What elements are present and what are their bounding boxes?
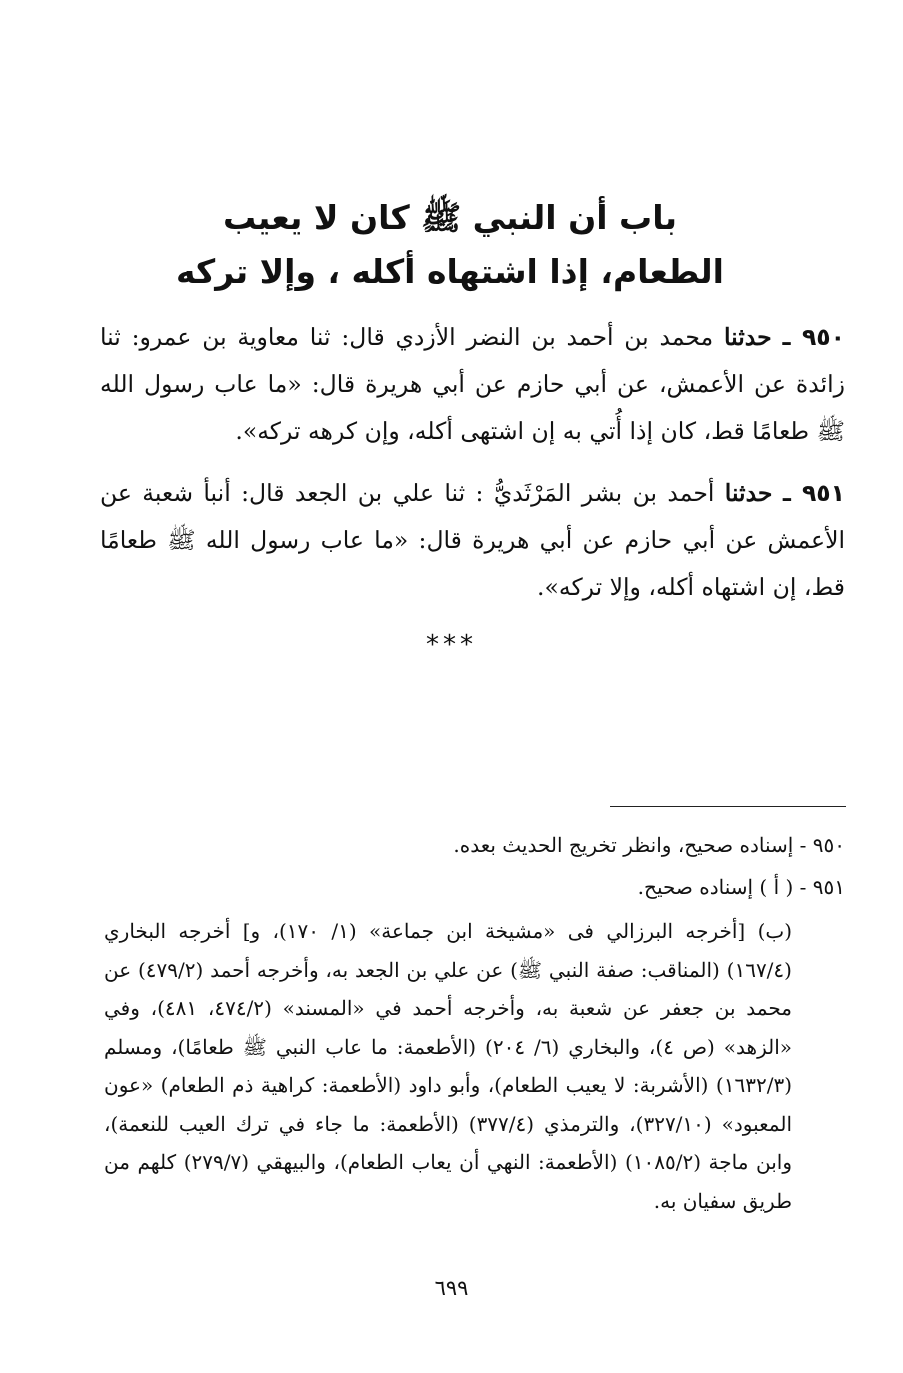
- chapter-title-line-1: باب أن النبي ﷺ كان لا يعيب: [223, 198, 677, 237]
- chapter-title-line-2: الطعام، إذا اشتهاه أكله ، وإلا تركه: [175, 252, 724, 291]
- hadith-number: ٩٥٠ ـ: [782, 323, 845, 351]
- page-number: ٦٩٩: [434, 1276, 469, 1300]
- footnote-divider: [610, 806, 846, 807]
- section-separator: ***: [426, 630, 477, 660]
- hadith-keyword: حدثنا: [723, 323, 772, 351]
- footnote-950: ٩٥٠ - إسناده صحيح، وانظر تخريج الحديث بعده.: [453, 833, 845, 857]
- hadith-number: ٩٥١ ـ: [782, 479, 845, 507]
- hadith-text: أحمد بن بشر المَرْثَديُّ : ثنا علي بن الجعد قال: أنبأ شعبة عن الأعمش عن أبي حازم عن أبي هريرة قال: «ما عاب رسول الله ﷺ طعامًا قط، إن اشتهاه أكله، وإلا تركه».: [100, 479, 845, 601]
- hadith-951: [100, 470, 845, 611]
- footnote-951-b: (ب) [أخرجه البرزالي فى «مشيخة ابن جماعة» (١/ ١٧٠)، و] أخرجه البخاري (١٦٧/٤) (المناقب: صفة النبي ﷺ) عن علي بن الجعد به، وأخرجه أحمد (٤٧٩/٢) عن محمد بن جعفر عن شعبة به، وأخرجه أحمد في «المسند» (٤٧٤/٢، ٤٨١)، وفي «الزهد» (ص ٤)، والبخاري (٦/ ٢٠٤) (الأطعمة: ما عاب النبي ﷺ طعامًا)، ومسلم (١٦٣٢/٣) (الأشربة: لا يعيب الطعام)، وأبو داود (الأطعمة: كراهية ذم الطعام) «عون المعبود» (٣٢٧/١٠)، والترمذي (٣٧٧/٤) (الأطعمة: ما جاء في ترك العيب للنعمة)، وابن ماجة (١٠٨٥/٢) (الأطعمة: النهي أن يعاب الطعام)، والبيهقي (٢٧٩/٧) كلهم من طريق سفيان به.: [104, 919, 793, 1213]
- hadith-950: [100, 314, 845, 455]
- hadith-keyword: حدثنا: [724, 479, 773, 507]
- hadith-text: محمد بن أحمد بن النضر الأزدي قال: ثنا معاوية بن عمرو: ثنا زائدة عن الأعمش، عن أبي حازم عن أبي هريرة قال: «ما عاب رسول الله ﷺ طعامًا قط، كان إذا أُتي به إن اشتهى أكله، وإن كرهه تركه».: [100, 323, 845, 445]
- footnote-951: ٩٥١ - ( أ ) إسناده صحيح.: [637, 875, 845, 899]
